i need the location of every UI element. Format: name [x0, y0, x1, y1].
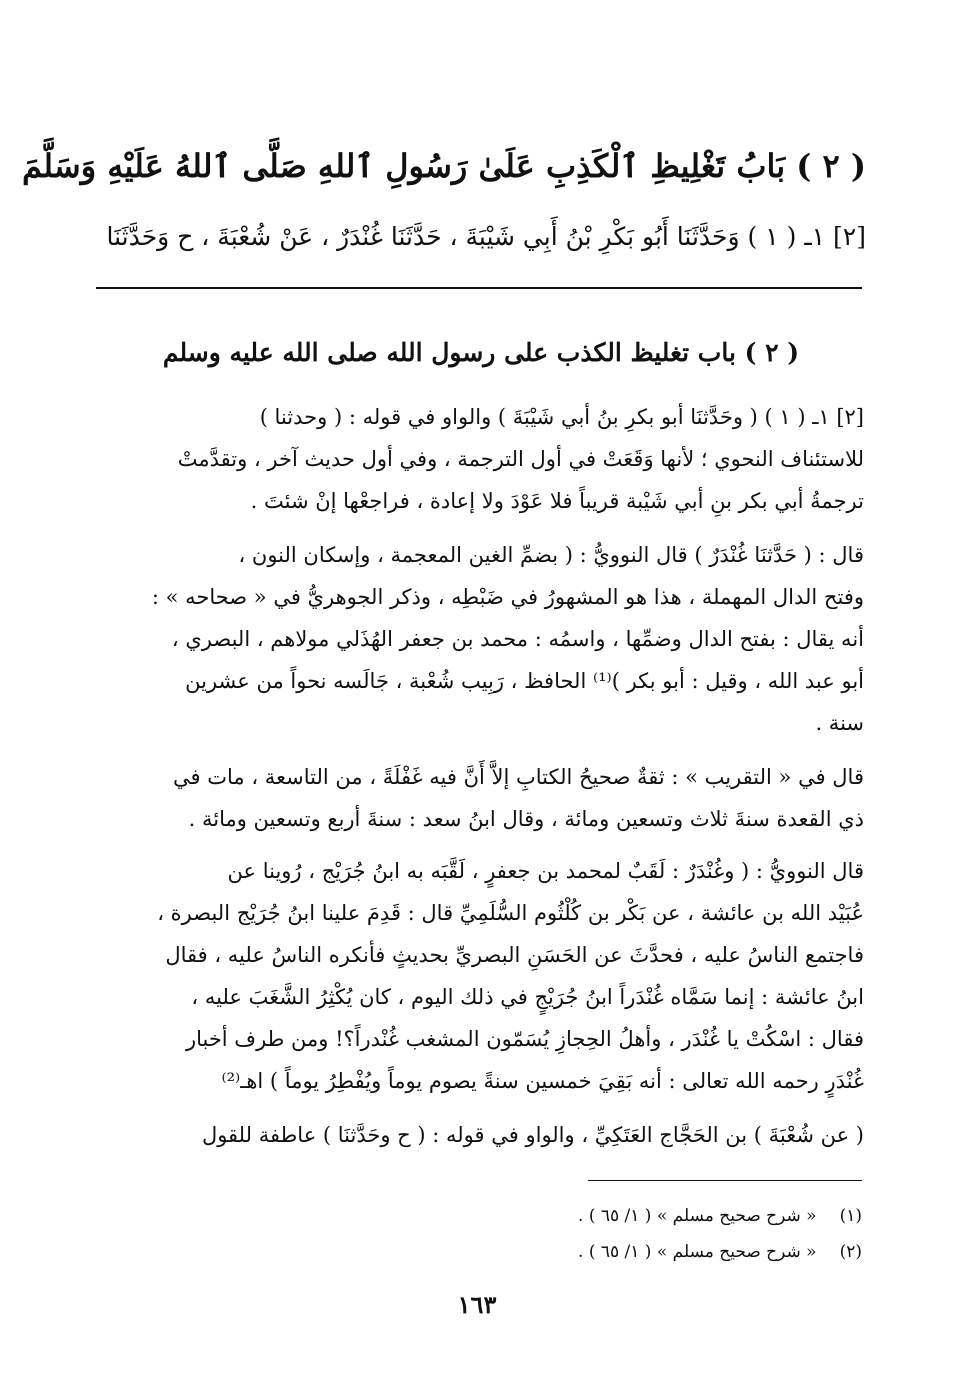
commentary-line: غُنْدَرٍ رحمه الله تعالى : أنه بَقِيَ خمسين سنةً يصوم يوماً ويُفْطِرُ يوماً ) اهـ⁽²⁾	[221, 1069, 864, 1093]
commentary-line: ابنُ عائشة : إنما سَمَّاه غُنْدَراً ابنُ جُرَيْجٍ في ذلك اليوم ، كان يُكْثِرُ الشَّغَبَ عليه ،	[191, 985, 864, 1009]
commentary-paragraph-2	[96, 534, 864, 744]
footnote-divider	[588, 1180, 862, 1181]
commentary-title: ( ٢ ) باب تغليظ الكذب على رسول الله صلى الله عليه وسلم	[162, 338, 800, 367]
footnote-text: « شرح صحيح مسلم » ( ١/ ٦٥ ) .	[578, 1206, 817, 1226]
commentary-line: ( عن شُعْبَةَ ) بن الحَجَّاج العَتَكِيِّ ، والواو في قوله : ( ح وحَدَّثنَا ) عاطفة للقول	[201, 1123, 864, 1147]
commentary-line: [٢] ١ـ ( ١ ) ( وحَدَّثنَا أبو بكرِ بنُ أبي شَيْبَةَ ) والواو في قوله : ( وحدثنا )	[259, 405, 864, 429]
commentary-line: قال في « التقريب » : ثقةٌ صحيحُ الكتابِ إلاَّ أَنَّ فيه غَفْلَةً ، من التاسعة ، مات في	[173, 765, 864, 789]
commentary-paragraph-5	[96, 1114, 864, 1156]
commentary-line: فاجتمع الناسُ عليه ، فحدَّثَ عن الحَسَنِ البصريِّ بحديثٍ فأنكره الناسُ عليه ، فقال	[165, 943, 864, 967]
footnote-number: (٢)	[839, 1242, 862, 1262]
footnote-text: « شرح صحيح مسلم » ( ١/ ٦٥ ) .	[578, 1242, 817, 1262]
commentary-paragraph-1	[96, 396, 864, 522]
commentary-line: ذي القعدة سنةَ ثلاث وتسعين ومائة ، وقال ابنُ سعد : سنةَ أربع وتسعين ومائة .	[188, 807, 864, 831]
commentary-line: فقال : اسْكُتْ يا غُنْدَر ، وأهلُ الحِجازِ يُسَمّون المشغب غُنْدراً؟! ومن طرف أخبار	[185, 1027, 864, 1051]
top-divider	[96, 287, 862, 289]
hadith-text: [٢] ١ـ ( ١ ) وَحَدَّثَنَا أَبُو بَكْرِ بْنُ أَبِي شَيْبَةَ ، حَدَّثَنَا غُنْدَرٌ ، عَنْ شُعْبَةَ ، ح وَحَدَّثَنَا	[106, 222, 866, 251]
footnote-1	[96, 1198, 862, 1234]
commentary-line: قال : ( حَدَّثنَا غُنْدَرٌ ) قال النوويُّ : ( بضمِّ الغين المعجمة ، وإسكان النون ،	[238, 543, 864, 567]
page-number: ١٦٣	[457, 1290, 497, 1319]
commentary-line: أنه يقال : بفتح الدال وضمِّها ، واسمُه : محمد بن جعفر الهُذَلي مولاهم ، البصري ،	[171, 627, 864, 651]
footnotes	[96, 1198, 862, 1270]
chapter-title: ( ٢ ) بَابُ تَغْلِيظِ ٱلْكَذِبِ عَلَىٰ رَسُولِ ٱللهِ صَلَّى ٱللهُ عَلَيْهِ وَسَلَّمَ	[22, 147, 866, 185]
commentary-line: للاستئناف النحوي ؛ لأنها وَقَعَتْ في أول الترجمة ، وفي أول حديث آخر ، وتقدَّمتْ	[177, 447, 864, 471]
commentary-paragraph-3	[96, 756, 864, 840]
commentary-line: وفتح الدال المهملة ، هذا هو المشهورُ في ضَبْطِه ، وذكر الجوهريُّ في « صحاحه » :	[151, 585, 864, 609]
commentary-line: أبو عبد الله ، وقيل : أبو بكر )⁽¹⁾ الحافظ ، رَبِيب شُعْبة ، جَالَسه نحواً من عشرين	[185, 669, 864, 693]
commentary-line: عُبَيْد الله بن عائشة ، عن بَكْر بن كُلْثُوم السُّلَمِيِّ قال : قَدِمَ علينا ابنُ جُرَيْج البصرة ،	[157, 901, 864, 925]
commentary-line: ترجمةُ أبي بكر بنِ أبي شَيْبة قريباً فلا عَوْدَ ولا إعادة ، فراجعْها إنْ شئتَ .	[250, 489, 864, 513]
commentary-line: قال النوويُّ : ( وغُنْدَرٌ : لَقَبٌ لمحمد بن جعفرٍ ، لَقَّبَه به ابنُ جُرَيْج ، رُوينا عن	[227, 859, 864, 883]
footnote-2	[96, 1234, 862, 1270]
footnote-number: (١)	[839, 1206, 862, 1226]
commentary-paragraph-4	[96, 850, 864, 1102]
commentary-line: سنة .	[815, 711, 864, 735]
